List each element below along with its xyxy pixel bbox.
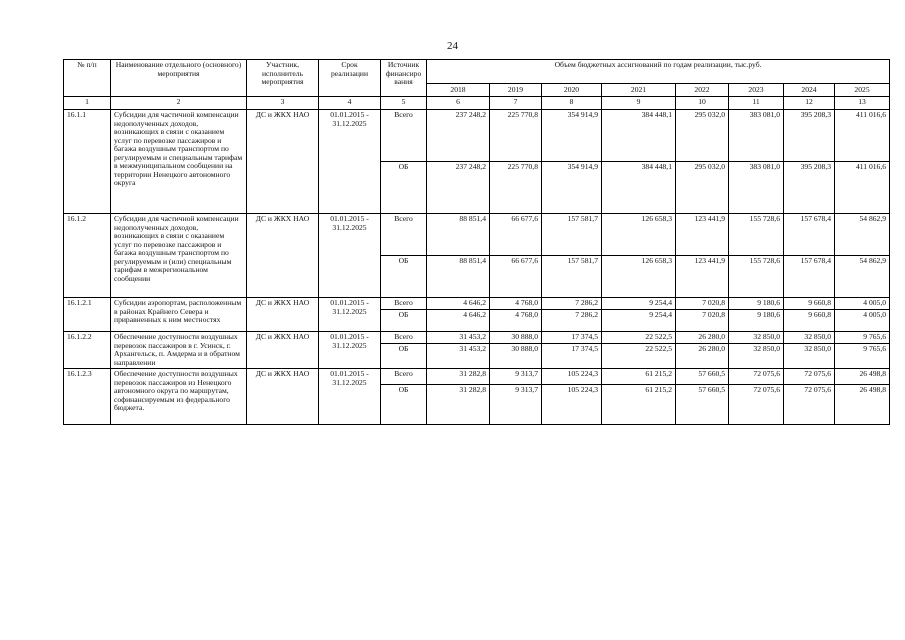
row-value: 54 862,9 <box>835 214 890 256</box>
column-index: 10 <box>676 97 729 110</box>
row-value: 9 313,7 <box>490 369 542 385</box>
table-row <box>64 369 890 385</box>
row-name: Субсидии для частичной компенсации недополученных доходов, возникающих в связи с оказанием услуг по перевозке пассажиров и багажа воздушным транспортом по регулируемым и (или) специальным тарифам в межрегиональном сообщении <box>111 214 247 298</box>
row-value: 237 248,2 <box>427 162 490 214</box>
row-value: 126 658,3 <box>602 214 676 256</box>
column-index: 9 <box>602 97 676 110</box>
header-term: Срок реализации <box>319 60 381 97</box>
header-participant: Участник, исполнитель мероприятия <box>247 60 319 97</box>
row-term: 01.01.2015 - 31.12.2025 <box>319 298 381 332</box>
table-row <box>64 214 890 256</box>
row-value: 157 678,4 <box>784 256 835 298</box>
row-value: 7 286,2 <box>542 310 602 332</box>
header-num: № п/п <box>64 60 111 97</box>
header-volume: Объем бюджетных ассигнований по годам реализации, тыс.руб. <box>427 60 890 84</box>
row-value: 66 677,6 <box>490 214 542 256</box>
row-participant: ДС и ЖКХ НАО <box>247 332 319 369</box>
row-num: 16.1.2.2 <box>64 332 111 369</box>
row-num: 16.1.1 <box>64 110 111 214</box>
row-value: 295 032,0 <box>676 110 729 162</box>
row-value: 7 020,8 <box>676 310 729 332</box>
row-value: 225 770,8 <box>490 162 542 214</box>
row-value: 88 851,4 <box>427 256 490 298</box>
row-value: 17 374,5 <box>542 343 602 368</box>
row-value: 157 581,7 <box>542 256 602 298</box>
row-source: Всего <box>381 369 427 385</box>
row-value: 354 914,9 <box>542 162 602 214</box>
row-value: 22 522,5 <box>602 332 676 344</box>
row-value: 72 075,6 <box>729 369 784 385</box>
header-year: 2024 <box>784 84 835 97</box>
row-value: 411 016,6 <box>835 110 890 162</box>
row-value: 9 254,4 <box>602 310 676 332</box>
row-value: 9 765,6 <box>835 332 890 344</box>
header-year: 2021 <box>602 84 676 97</box>
row-value: 30 888,0 <box>490 343 542 368</box>
table-row <box>64 298 890 310</box>
row-value: 4 768,0 <box>490 298 542 310</box>
budget-table <box>63 59 890 425</box>
row-source: Всего <box>381 298 427 310</box>
column-index: 12 <box>784 97 835 110</box>
row-value: 88 851,4 <box>427 214 490 256</box>
row-name: Субсидии аэропортам, расположенным в районах Крайнего Севера и приравненных к ним местностях <box>111 298 247 332</box>
row-value: 4 646,2 <box>427 298 490 310</box>
row-value: 66 677,6 <box>490 256 542 298</box>
row-value: 384 448,1 <box>602 110 676 162</box>
row-value: 105 224,3 <box>542 385 602 425</box>
row-source: ОБ <box>381 385 427 425</box>
row-value: 26 280,0 <box>676 332 729 344</box>
row-value: 17 374,5 <box>542 332 602 344</box>
row-value: 32 850,0 <box>784 343 835 368</box>
header-year: 2022 <box>676 84 729 97</box>
row-value: 9 660,8 <box>784 298 835 310</box>
page-number: 24 <box>447 40 458 52</box>
row-term: 01.01.2015 - 31.12.2025 <box>319 110 381 214</box>
row-value: 32 850,0 <box>784 332 835 344</box>
row-term: 01.01.2015 - 31.12.2025 <box>319 332 381 369</box>
row-value: 383 081,0 <box>729 162 784 214</box>
row-source: ОБ <box>381 256 427 298</box>
header-year: 2020 <box>542 84 602 97</box>
row-value: 354 914,9 <box>542 110 602 162</box>
row-value: 383 081,0 <box>729 110 784 162</box>
table-row <box>64 110 890 162</box>
row-value: 57 660,5 <box>676 369 729 385</box>
column-index: 1 <box>64 97 111 110</box>
column-index: 8 <box>542 97 602 110</box>
row-value: 32 850,0 <box>729 343 784 368</box>
header-year: 2025 <box>835 84 890 97</box>
row-value: 123 441,9 <box>676 214 729 256</box>
row-value: 22 522,5 <box>602 343 676 368</box>
row-value: 9 765,6 <box>835 343 890 368</box>
row-source: ОБ <box>381 343 427 368</box>
row-value: 9 254,4 <box>602 298 676 310</box>
row-value: 225 770,8 <box>490 110 542 162</box>
column-index: 11 <box>729 97 784 110</box>
row-value: 4 005,0 <box>835 310 890 332</box>
row-value: 155 728,6 <box>729 256 784 298</box>
row-value: 4 005,0 <box>835 298 890 310</box>
row-value: 9 313,7 <box>490 385 542 425</box>
row-value: 411 016,6 <box>835 162 890 214</box>
row-value: 57 660,5 <box>676 385 729 425</box>
row-value: 72 075,6 <box>784 385 835 425</box>
row-source: ОБ <box>381 162 427 214</box>
row-value: 32 850,0 <box>729 332 784 344</box>
row-num: 16.1.2 <box>64 214 111 298</box>
column-index: 6 <box>427 97 490 110</box>
row-value: 26 498,8 <box>835 385 890 425</box>
column-index: 5 <box>381 97 427 110</box>
row-source: ОБ <box>381 310 427 332</box>
row-value: 31 282,8 <box>427 385 490 425</box>
row-source: Всего <box>381 332 427 344</box>
row-source: Всего <box>381 214 427 256</box>
row-participant: ДС и ЖКХ НАО <box>247 110 319 214</box>
row-value: 31 453,2 <box>427 343 490 368</box>
row-value: 31 282,8 <box>427 369 490 385</box>
row-value: 30 888,0 <box>490 332 542 344</box>
row-value: 61 215,2 <box>602 385 676 425</box>
header-source: Источник финансиро вания <box>381 60 427 97</box>
row-name: Обеспечение доступности воздушных перевозок пассажиров из Ненецкого автономного округа по маршрутам, софинансируемым из федерального бюджета. <box>111 369 247 425</box>
row-participant: ДС и ЖКХ НАО <box>247 369 319 425</box>
row-value: 384 448,1 <box>602 162 676 214</box>
row-value: 9 180,6 <box>729 310 784 332</box>
row-num: 16.1.2.3 <box>64 369 111 425</box>
row-value: 54 862,9 <box>835 256 890 298</box>
header-year: 2023 <box>729 84 784 97</box>
table-row <box>64 332 890 344</box>
row-value: 105 224,3 <box>542 369 602 385</box>
header-name: Наименование отдельного (основного) мероприятия <box>111 60 247 97</box>
row-name: Субсидии для частичной компенсации недополученных доходов, возникающих в связи с оказанием услуг по перевозке пассажиров и багажа воздушным транспортом по регулируемым и специальным тарифам в межмуниципальном сообщении на территории Ненецкого автономного округа <box>111 110 247 214</box>
row-value: 9 180,6 <box>729 298 784 310</box>
column-index: 3 <box>247 97 319 110</box>
row-value: 7 020,8 <box>676 298 729 310</box>
row-value: 7 286,2 <box>542 298 602 310</box>
row-source: Всего <box>381 110 427 162</box>
row-participant: ДС и ЖКХ НАО <box>247 298 319 332</box>
row-name: Обеспечение доступности воздушных перевозок пассажиров в г. Усинск, г. Архангельск, п. Амдерма и в обратном направлении <box>111 332 247 369</box>
header-year: 2019 <box>490 84 542 97</box>
row-value: 295 032,0 <box>676 162 729 214</box>
row-value: 26 280,0 <box>676 343 729 368</box>
row-value: 395 208,3 <box>784 162 835 214</box>
row-value: 155 728,6 <box>729 214 784 256</box>
row-value: 395 208,3 <box>784 110 835 162</box>
column-index: 7 <box>490 97 542 110</box>
row-value: 61 215,2 <box>602 369 676 385</box>
column-index: 13 <box>835 97 890 110</box>
row-value: 72 075,6 <box>784 369 835 385</box>
row-term: 01.01.2015 - 31.12.2025 <box>319 369 381 425</box>
row-participant: ДС и ЖКХ НАО <box>247 214 319 298</box>
row-value: 157 581,7 <box>542 214 602 256</box>
row-value: 72 075,6 <box>729 385 784 425</box>
row-value: 31 453,2 <box>427 332 490 344</box>
row-value: 9 660,8 <box>784 310 835 332</box>
row-value: 123 441,9 <box>676 256 729 298</box>
row-value: 157 678,4 <box>784 214 835 256</box>
column-index: 2 <box>111 97 247 110</box>
row-value: 126 658,3 <box>602 256 676 298</box>
row-value: 237 248,2 <box>427 110 490 162</box>
row-term: 01.01.2015 - 31.12.2025 <box>319 214 381 298</box>
row-value: 4 768,0 <box>490 310 542 332</box>
row-num: 16.1.2.1 <box>64 298 111 332</box>
header-year: 2018 <box>427 84 490 97</box>
row-value: 4 646,2 <box>427 310 490 332</box>
column-index: 4 <box>319 97 381 110</box>
row-value: 26 498,8 <box>835 369 890 385</box>
